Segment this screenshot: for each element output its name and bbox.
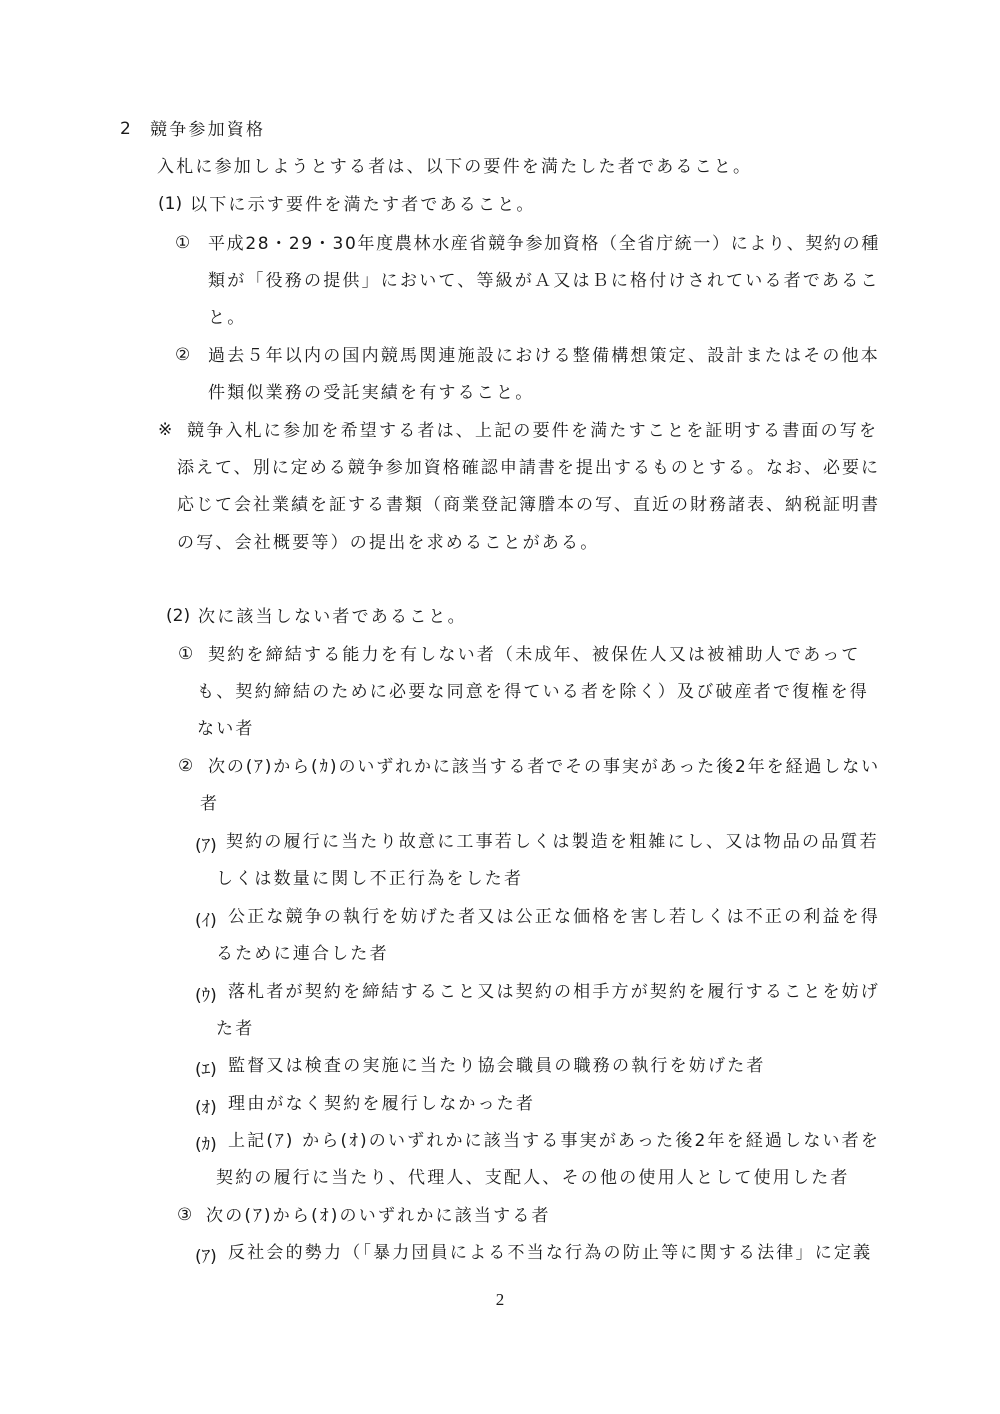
note-marker: ※ — [158, 420, 173, 440]
item2-sub-o-line1: 理由がなく契約を履行しなかった者 — [228, 1094, 536, 1114]
part1-item1-marker: ① — [175, 233, 191, 253]
section-title: 競争参加資格 — [150, 120, 266, 140]
part2-item3-line1: 次の(ｱ)から(ｵ)のいずれかに該当する者 — [206, 1206, 551, 1226]
item2-sub-u-marker: (ｳ) — [195, 986, 217, 1006]
section-number: 2 — [120, 119, 131, 139]
part2-heading: 次に該当しない者であること。 — [198, 607, 467, 627]
item2-sub-i-line1: 公正な競争の執行を妨げた者又は公正な価格を害し若しくは不正の利益を得 — [228, 907, 880, 927]
item2-sub-ka-line1: 上記(ｱ) から(ｵ)のいずれかに該当する事実があった後2年を経過しない者を — [228, 1131, 880, 1151]
part1-item1-line1: 平成28・29・30年度農林水産省競争参加資格（全省庁統一）により、契約の種 — [208, 234, 880, 254]
part2-item2-line1: 次の(ｱ)から(ｶ)のいずれかに該当する者でその事実があった後2年を経過しない — [208, 757, 880, 777]
item2-sub-ka-marker: (ｶ) — [195, 1135, 217, 1155]
part1-label: (1) — [158, 194, 183, 214]
section-intro: 入札に参加しようとする者は、以下の要件を満たした者であること。 — [157, 157, 753, 177]
part1-item2-marker: ② — [175, 345, 191, 365]
note-line4: の写、会社概要等）の提出を求めることがある。 — [177, 533, 600, 553]
item2-sub-o-marker: (ｵ) — [195, 1098, 217, 1118]
part1-item1-line3: と。 — [208, 308, 247, 328]
item3-sub-a-line1: 反社会的勢力（「暴力団員による不当な行為の防止等に関する法律」に定義 — [228, 1243, 873, 1263]
item2-sub-u-line1: 落札者が契約を締結すること又は契約の相手方が契約を履行することを妨げ — [228, 982, 880, 1002]
note-line1: 競争入札に参加を希望する者は、上記の要件を満たすことを証明する書面の写を — [187, 421, 879, 441]
note-line3: 応じて会社業績を証する書類（商業登記簿謄本の写、直近の財務諸表、納税証明書 — [177, 495, 880, 515]
item3-sub-a-marker: (ｱ) — [195, 1247, 217, 1267]
item2-sub-u-line2: た者 — [216, 1019, 255, 1039]
note-line2: 添えて、別に定める競争参加資格確認申請書を提出するものとする。なお、必要に — [177, 458, 880, 478]
item2-sub-i-line2: るために連合した者 — [216, 944, 389, 964]
part2-item1-marker: ① — [178, 644, 194, 664]
item2-sub-e-line1: 監督又は検査の実施に当たり協会職員の職務の執行を妨げた者 — [228, 1056, 766, 1076]
part2-item1-line3: ない者 — [197, 719, 255, 739]
item2-sub-a-line2: しくは数量に関し不正行為をした者 — [216, 869, 524, 889]
part1-item2-line2: 件類似業務の受託実績を有すること。 — [208, 383, 535, 403]
item2-sub-ka-line2: 契約の履行に当たり、代理人、支配人、その他の使用人として使用した者 — [216, 1168, 850, 1188]
part1-heading: 以下に示す要件を満たす者であること。 — [190, 195, 536, 215]
part2-item1-line2: も、契約締結のために必要な同意を得ている者を除く）及び破産者で復権を得 — [197, 682, 869, 702]
item2-sub-i-marker: (ｲ) — [195, 911, 217, 931]
item2-sub-a-line1: 契約の履行に当たり故意に工事若しくは製造を粗雑にし、又は物品の品質若 — [226, 832, 879, 852]
part1-item2-line1: 過去５年以内の国内競馬関連施設における整備構想策定、設計またはその他本 — [208, 346, 880, 366]
part1-item1-line2: 類が「役務の提供」において、等級がＡ又はＢに格付けされている者であるこ — [208, 271, 880, 291]
page-number: 2 — [495, 1290, 505, 1309]
part2-item3-marker: ③ — [177, 1205, 193, 1225]
part2-item1-line1: 契約を締結する能力を有しない者（未成年、被保佐人又は被補助人であって — [208, 645, 861, 665]
item2-sub-e-marker: (ｴ) — [195, 1060, 217, 1080]
part2-item2-line2: 者 — [200, 794, 220, 814]
item2-sub-a-marker: (ｱ) — [195, 836, 217, 856]
part2-item2-marker: ② — [178, 756, 194, 776]
part2-label: (2) — [166, 606, 191, 626]
